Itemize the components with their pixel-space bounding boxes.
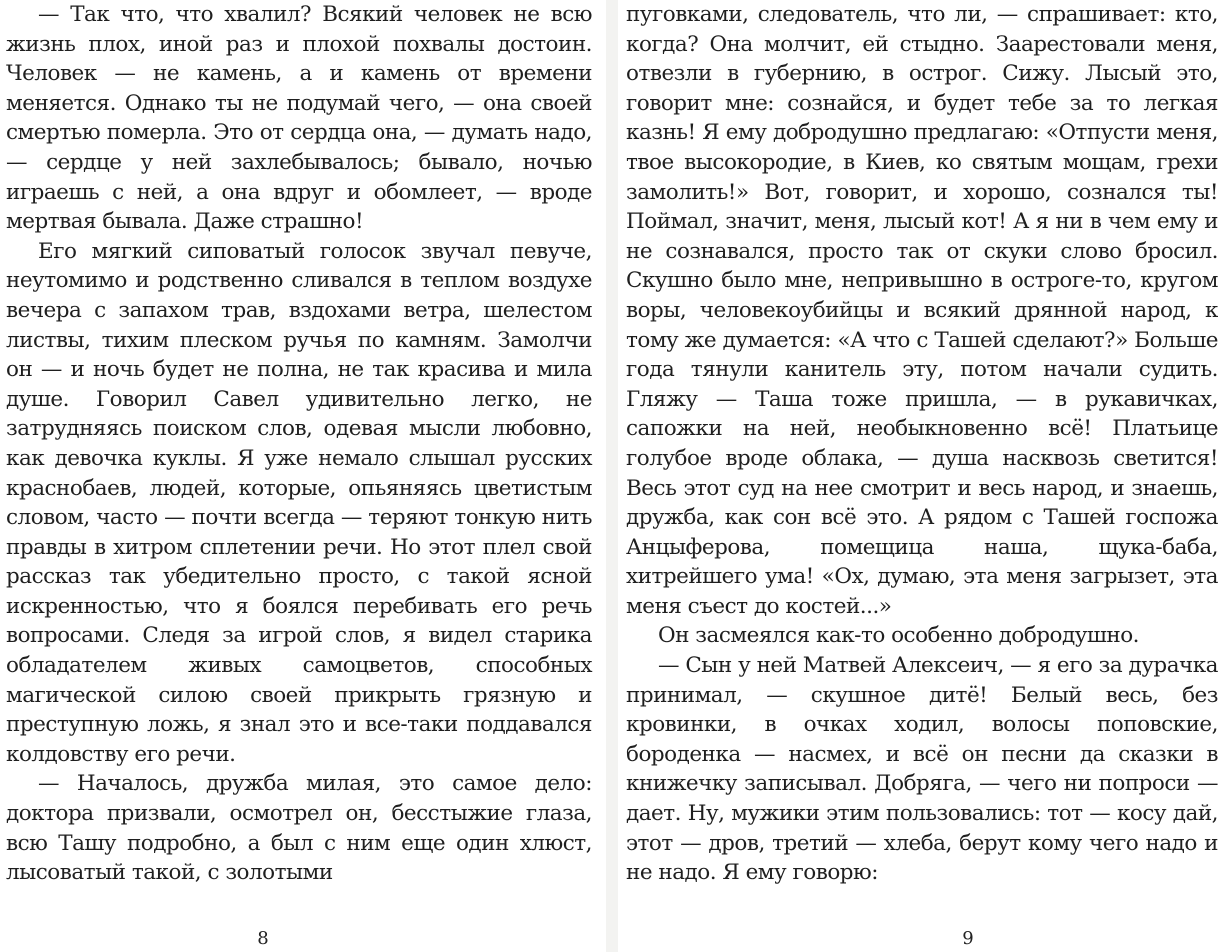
paragraph: — Так что, что хвалил? Всякий человек не всю жизнь плох, иной раз и плохой похвалы достоин. Человек — не камень, а и камень от времени меняется. Однако ты не подумай чего, — она своей смертью померла. Это от сердца она, — думать надо, — сердце у ней захлебывалось; бывало, ночью играешь с ней, а она вдруг и обомлеет, — вроде мертвая бывала. Даже страшно! xyxy=(6,2,592,235)
paragraph: Его мягкий сиповатый голосок звучал певуче, неутомимо и родственно сливался в теплом воздухе вечера с запахом трав, вздохами ветра, шелестом листвы, тихим плеском ручья по камням. Замолчи он — и ночь будет не полна, не так красива и мила душе. Говорил Савел удивительно легко, не затрудняясь поиском слов, одевая мысли любовно, как девочка куклы. Я уже немало слышал русских краснобаев, людей, которые, опьяняясь цветистым словом, часто — почти всегда — теряют тонкую нить правды в хитром сплетении речи. Но этот плел свой рассказ так убедительно просто, с такой ясной искренностью, что я боялся перебивать его речь вопросами. Следя за игрой слов, я видел старика обладателем живых самоцветов, способных магической силою своей прикрыть грязную и преступную ложь, я знал это и все-таки поддавался колдовству его речи. xyxy=(6,238,592,767)
paragraph: — Началось, дружба милая, это самое дело: доктора призвали, осмотрел он, бесстыжие глаза, всю Ташу подробно, а был с ним еще один хлюст, лысоватый такой, с золотыми xyxy=(6,771,592,886)
left-page xyxy=(0,0,598,952)
page-number: 9 xyxy=(962,928,974,949)
right-page-text xyxy=(626,0,1218,888)
book-gutter xyxy=(606,0,618,952)
page-number: 8 xyxy=(257,928,269,949)
paragraph: пуговками, следователь, что ли, — спрашивает: кто, когда? Она молчит, ей стыдно. Заарестовали меня, отвезли в губернию, в острог. Сижу. Лысый это, говорит мне: сознайся, и будет тебе за то легкая казнь! Я ему добродушно предлагаю: «Отпусти меня, твое высокородие, в Киев, ко святым мощам, грехи замолить!» Вот, говорит, и хорошо, сознался ты! Поймал, значит, меня, лысый кот! А я ни в чем ему и не сознавался, просто так от скуки слово бросил. Скушно было мне, непривышно в остроге-то, кругом воры, человекоубийцы и всякий дрянной народ, к тому же думается: «А что с Ташей сделают?» Больше года тянули канитель эту, потом начали судить. Гляжу — Таша тоже пришла, — в рукавичках, сапожки на ней, необыкновенно всё! Платьице голубое вроде облака, — душа насквозь светится! Весь этот суд на нее смотрит и весь народ, и знаешь, дружба, как сон всё это. А рядом с Ташей госпожа Анцыферова, помещица наша, щука-баба, хитрейшего ума! «Ох, думаю, эта меня загрызет, эта меня съест до костей...» xyxy=(626,2,1218,619)
left-page-text xyxy=(0,0,598,888)
paragraph: — Сын у ней Матвей Алексеич, — я его за дурачка принимал, — скушное дитё! Белый весь, без кровинки, в очках ходил, волосы поповские, бороденка — насмех, и всё он песни да сказки в книжечку записывал. Добряга, — чего ни попроси — дает. Ну, мужики этим пользовались: тот — косу дай, этот — дров, третий — хлеба, берут кому чего надо и не надо. Я ему говорю: xyxy=(626,653,1218,886)
paragraph: Он засмеялся как-то особенно добродушно. xyxy=(658,623,1139,649)
right-page xyxy=(626,0,1218,952)
